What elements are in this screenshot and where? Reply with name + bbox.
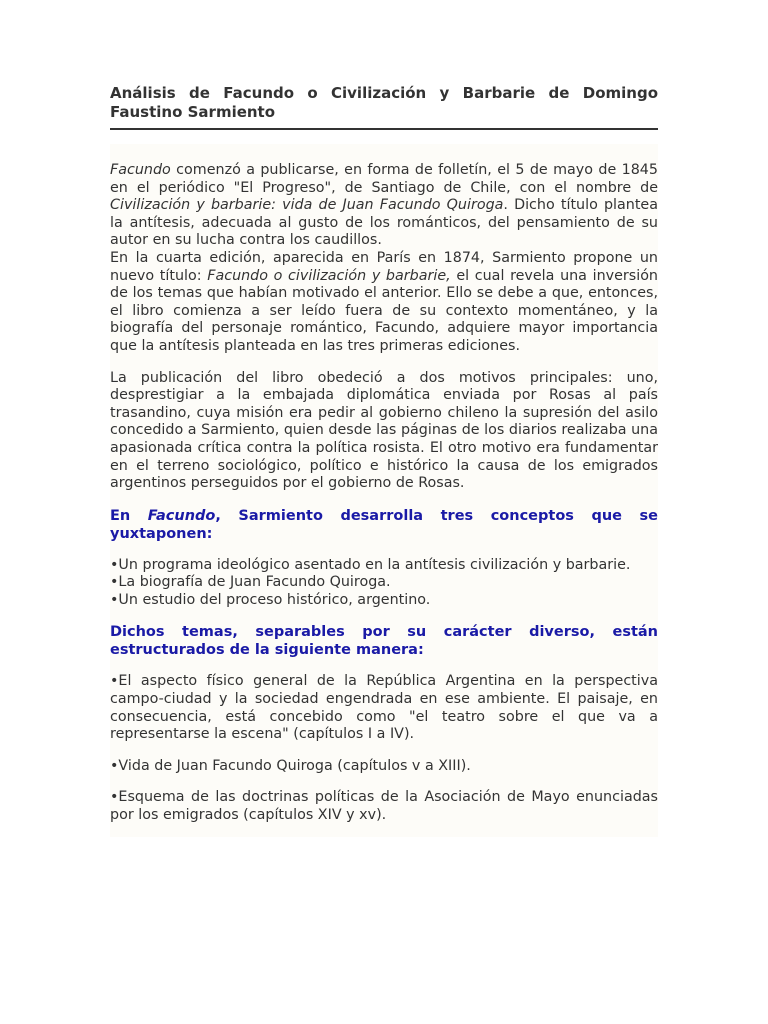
italic-new-title: Facundo o civilización y barbarie,: [207, 267, 451, 284]
paragraph-fourth-edition-text-b: el cual revela una inversión de los temas que habían motivado el anterior. Ello se debe a que, entonces, el libro comienza a ser leído fuera de su contexto momentáneo, y la biografía del personaje romántico, Facundo, adquiere mayor importancia que la antítesis planteada en las tres primeras ediciones.: [110, 267, 658, 354]
document-page: [110, 84, 658, 837]
list-item: •Un estudio del proceso histórico, argentino.: [110, 591, 431, 608]
document-title: Análisis de Facundo o Civilización y Barbarie de Domingo Faustino Sarmiento: [110, 84, 658, 130]
list-item: •El aspecto físico general de la República Argentina en la perspectiva campo-ciudad y la sociedad engendrada en ese ambiente. El paisaje, en consecuencia, está concebido como "el teatro sobre el que va a representarse la escena" (capítulos I a IV).: [110, 673, 658, 743]
paragraph-intro-text-b: . Dicho título plantea la antítesis, adecuada al gusto de los románticos, del pensamiento de su autor en su lucha contra los caudillos.: [110, 197, 658, 249]
list-item: •Un programa ideológico asentado en la antítesis civilización y barbarie.: [110, 556, 631, 573]
italic-original-title: Civilización y barbarie: vida de Juan Facundo Quiroga: [110, 197, 504, 214]
list-item: •Esquema de las doctrinas políticas de la Asociación de Mayo enunciadas por los emigrados (capítulos XIV y xv).: [110, 789, 658, 824]
section-heading-concepts: [110, 507, 658, 543]
heading-concepts-text-a: En: [110, 507, 148, 524]
italic-facundo: Facundo: [110, 162, 171, 178]
document-body: [110, 144, 658, 837]
paragraph-fourth-edition-text-a: En la cuarta edición, aparecida en París en 1874, Sarmiento propone un nuevo título:: [110, 249, 658, 284]
paragraph-motives: La publicación del libro obedeció a dos motivos principales: uno, desprestigiar a la embajada diplomática enviada por Rosas al país trasandino, cuya misión era pedir al gobierno chileno la supresión del asilo concedido a Sarmiento, quien desde las páginas de los diarios realizaba una apasionada crítica contra la política rosista. El otro motivo era fundamentar en el terreno sociológico, político e histórico la causa de los emigrados argentinos perseguidos por el gobierno de Rosas.: [110, 369, 658, 492]
section-heading-structure: Dichos temas, separables por su carácter diverso, están estructurados de la siguiente manera:: [110, 624, 658, 659]
paragraph-intro: [110, 144, 658, 250]
heading-concepts-italic: Facundo: [147, 507, 216, 524]
paragraph-fourth-edition: [110, 250, 658, 356]
list-item: •La biografía de Juan Facundo Quiroga.: [110, 574, 391, 591]
list-item: •Vida de Juan Facundo Quiroga (capítulos v a XIII).: [110, 757, 471, 774]
heading-concepts-text-b: , Sarmiento desarrolla tres conceptos que se yuxtaponen:: [110, 507, 658, 542]
paragraph-intro-text-a: comenzó a publicarse, en forma de folletín, el 5 de mayo de 1845 en el periódico "El Progreso", de Santiago de Chile, con el nombre de: [110, 162, 658, 196]
